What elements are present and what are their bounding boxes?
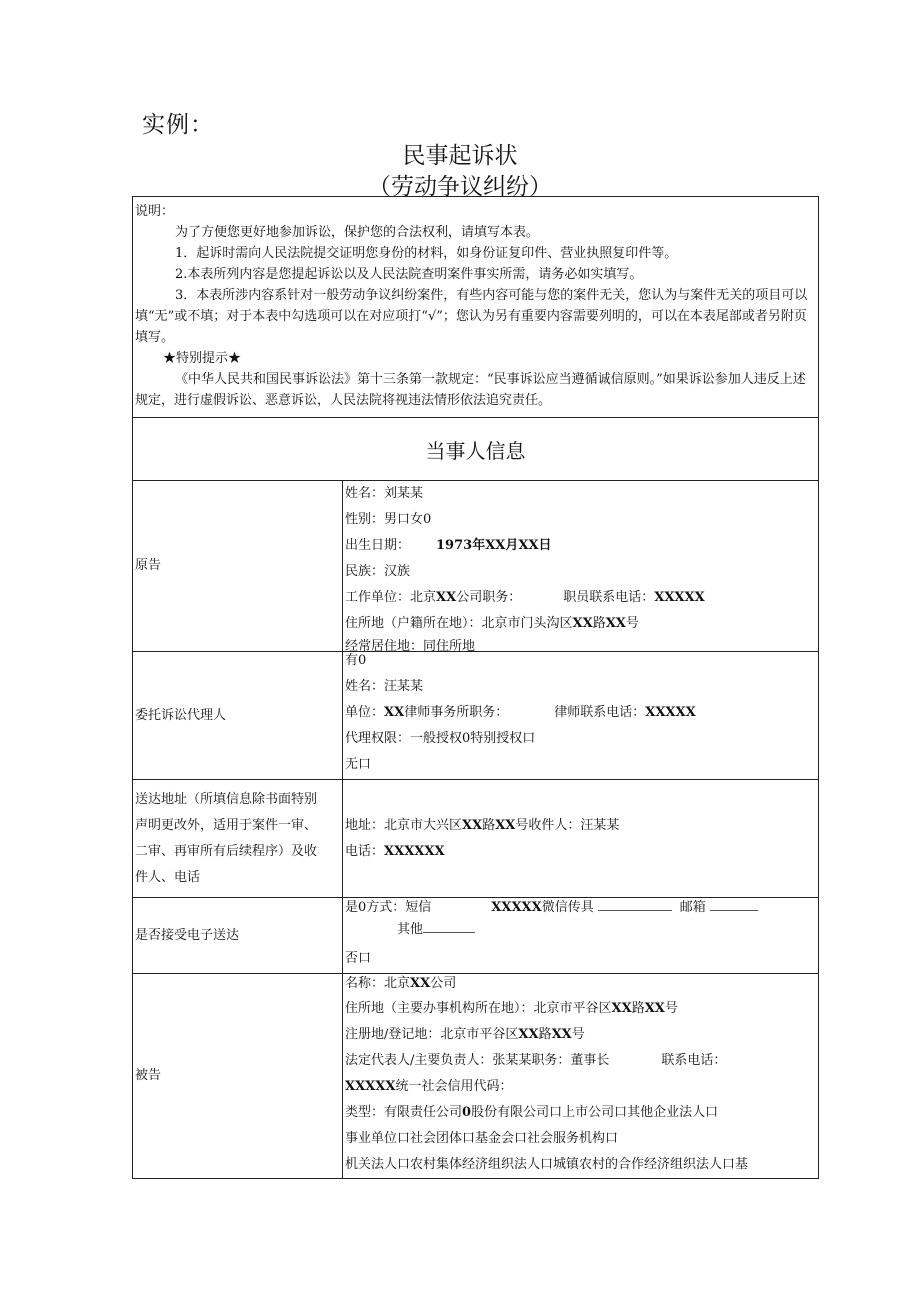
- defendant-addr-mid: 路: [631, 1001, 645, 1016]
- agent-authority: 代理权限：一般授权0特别授权口: [345, 731, 536, 746]
- service-label-line-1: 送达地址（所填信息除书面特别: [135, 791, 318, 807]
- work-mid: 公司职务：: [456, 590, 522, 605]
- unit-mid: 律师事务所职务：: [404, 705, 509, 720]
- electronic-yes-line: [345, 898, 818, 918]
- electronic-other: 其他: [397, 922, 424, 937]
- plaintiff-info: [343, 481, 819, 652]
- email-blank: [710, 898, 758, 911]
- electronic-no: 否口: [345, 951, 372, 966]
- work-phone: XXXXX: [654, 590, 705, 605]
- defendant-addr-road: XX: [611, 1001, 632, 1016]
- birth-label: 出生日期：: [345, 538, 411, 553]
- agent-info: [343, 652, 819, 780]
- notes-intro: 为了方便您更好地参加诉讼，保护您的合法权利，请填写本表。: [175, 225, 540, 240]
- service-phone-label: 电话：: [345, 843, 385, 859]
- electronic-label: 是否接受电子送达: [133, 898, 343, 974]
- defendant-addr-suffix: 号: [664, 1001, 678, 1016]
- electronic-email: 邮箱: [679, 900, 706, 915]
- plaintiff-gender: 性别：男口女0: [345, 512, 432, 527]
- defendant-addr-no: XX: [644, 1001, 665, 1016]
- document-title: 民事起诉状: [402, 143, 518, 169]
- service-phone-value: XXXXXX: [384, 843, 445, 859]
- address-prefix: 住所地（户籍所在地）：北京市门头沟区: [345, 616, 573, 631]
- defendant-rep-phone-label: 联系电话：: [661, 1053, 727, 1068]
- plaintiff-address: [345, 611, 818, 637]
- address-road: XX: [572, 616, 593, 631]
- defendant-type1-prefix: 类型：有限责任公司: [345, 1105, 463, 1120]
- unit-bold: XX: [384, 705, 405, 720]
- electronic-fax: 传具: [567, 900, 594, 915]
- unit-position: 律师联系电话：: [554, 705, 646, 720]
- defendant-reg-prefix: 注册地/登记地：北京市平谷区: [345, 1027, 519, 1042]
- defendant-name-prefix: 名称：北京: [345, 976, 411, 991]
- unit-phone: XXXXX: [645, 705, 696, 720]
- plaintiff-row: [133, 481, 819, 652]
- notes-heading: 说明：: [135, 204, 175, 219]
- agent-name: 姓名：汪某某: [345, 679, 424, 694]
- service-address-mid: 路: [482, 817, 496, 833]
- notes-item-3: 3．本表所涉内容系针对一般劳动争议纠纷案件，有些内容可能与您的案件无关，您认为与案件无关的项目可以填“无”或不填；对于本表中勾选项可以在对应项打“√”；您认为另有重要内容需要列明的，可以在本表尾部或者另附页填写。: [135, 288, 808, 345]
- plaintiff-name: 姓名：刘某某: [345, 486, 424, 501]
- agent-label: 委托诉讼代理人: [133, 652, 343, 780]
- defendant-credit-text: 统一社会信用代码：: [395, 1079, 513, 1094]
- example-label: 实例：: [142, 112, 214, 138]
- service-info: [343, 780, 819, 898]
- notes-item-2: 2.本表所列内容是您提起诉讼以及人民法院查明案件事实所需，请务必如实填写。: [175, 267, 643, 282]
- electronic-yes-prefix: 是0方式：短信: [345, 900, 432, 915]
- defendant-rep-prefix: 法定代表人/主要负责人：张某某职务：董事长: [345, 1053, 610, 1068]
- work-prefix: 工作单位：北京: [345, 590, 437, 605]
- unit-prefix: 单位：: [345, 705, 385, 720]
- defendant-registration: [345, 1022, 818, 1048]
- defendant-name-bold: XX: [410, 976, 431, 991]
- notes-row: [133, 197, 819, 418]
- defendant-addr-prefix: 住所地（主要办事机构所在地）：北京市平谷区: [345, 1001, 612, 1016]
- service-phone: [345, 839, 818, 865]
- plaintiff-label: 原告: [133, 481, 343, 652]
- agent-unit: [345, 700, 818, 726]
- defendant-reg-road: XX: [518, 1027, 539, 1042]
- defendant-info: [343, 974, 819, 1179]
- defendant-type1-bold: 0: [462, 1105, 472, 1120]
- defendant-representative: [345, 1048, 818, 1074]
- section-title: 当事人信息: [133, 418, 819, 481]
- electronic-sms-value: XXXXX: [491, 900, 542, 915]
- work-position: 职员联系电话：: [563, 590, 655, 605]
- service-label-line-2: 声明更改外，适用于案件一审、: [135, 817, 318, 833]
- defendant-type1-suffix: 股份有限公司口上市公司口其他企业法人口: [471, 1105, 719, 1120]
- electronic-other-line: [345, 918, 818, 942]
- defendant-type-2: 事业单位口社会团体口基金会口社会服务机构口: [345, 1131, 619, 1146]
- document-subtitle: （劳动争议纠纷）: [368, 174, 552, 200]
- service-address-road: XX: [462, 817, 483, 833]
- service-label-line-4: 件人、电话: [135, 869, 201, 885]
- service-address-prefix: 地址：北京市大兴区: [345, 817, 463, 833]
- defendant-credit-bold: XXXXX: [345, 1079, 396, 1094]
- work-company: XX: [436, 590, 457, 605]
- address-no: XX: [605, 616, 626, 631]
- agent-has: 有0: [345, 653, 367, 668]
- complaint-form-table: [132, 196, 819, 1179]
- defendant-name: [345, 974, 818, 996]
- service-address-no: XX: [495, 817, 516, 833]
- section-title-row: [133, 418, 819, 481]
- notes-cell: [133, 197, 819, 418]
- defendant-row: [133, 974, 819, 1179]
- defendant-name-suffix: 公司: [430, 976, 457, 991]
- electronic-wechat: 微信: [541, 900, 568, 915]
- service-label-line-3: 二审、再审所有后续程序）及收: [135, 843, 318, 859]
- defendant-label: 被告: [133, 974, 343, 1179]
- other-blank: [423, 920, 475, 933]
- plaintiff-residence: 经常居住地：同住所地: [345, 639, 476, 651]
- special-notice-text: 《中华人民共和国民事诉讼法》第十三条第一款规定：“民事诉讼应当遵循诚信原则。”如果诉讼参加人违反上述规定，进行虚假诉讼、恶意诉讼，人民法院将视违法情形依法追究责任。: [135, 372, 806, 408]
- service-label: [133, 780, 343, 898]
- agent-row: [133, 652, 819, 780]
- address-mid: 路: [592, 616, 606, 631]
- plaintiff-work: [345, 585, 818, 611]
- service-address: [345, 813, 818, 839]
- defendant-address: [345, 996, 818, 1022]
- electronic-row: [133, 898, 819, 974]
- fax-blank: [598, 898, 672, 911]
- defendant-reg-suffix: 号: [571, 1027, 585, 1042]
- plaintiff-birth: [345, 533, 818, 559]
- special-notice-heading: ★特别提示★: [163, 351, 242, 366]
- defendant-type-1: [345, 1100, 818, 1126]
- electronic-info: [343, 898, 819, 974]
- defendant-reg-no: XX: [551, 1027, 572, 1042]
- service-address-suffix: 号收件人：汪某某: [515, 817, 620, 833]
- defendant-reg-mid: 路: [538, 1027, 552, 1042]
- defendant-credit: [345, 1074, 818, 1100]
- plaintiff-ethnicity: 民族：汉族: [345, 564, 411, 579]
- birth-value: 1973年XX月XX日: [436, 538, 552, 553]
- service-row: [133, 780, 819, 898]
- notes-item-1: 1．起诉时需向人民法院提交证明您身份的材料，如身份证复印件、营业执照复印件等。: [175, 246, 678, 261]
- defendant-type-3: 机关法人口农村集体经济组织法人口城镇农村的合作经济组织法人口基: [345, 1157, 749, 1172]
- agent-none: 无口: [345, 757, 372, 772]
- address-suffix: 号: [625, 616, 639, 631]
